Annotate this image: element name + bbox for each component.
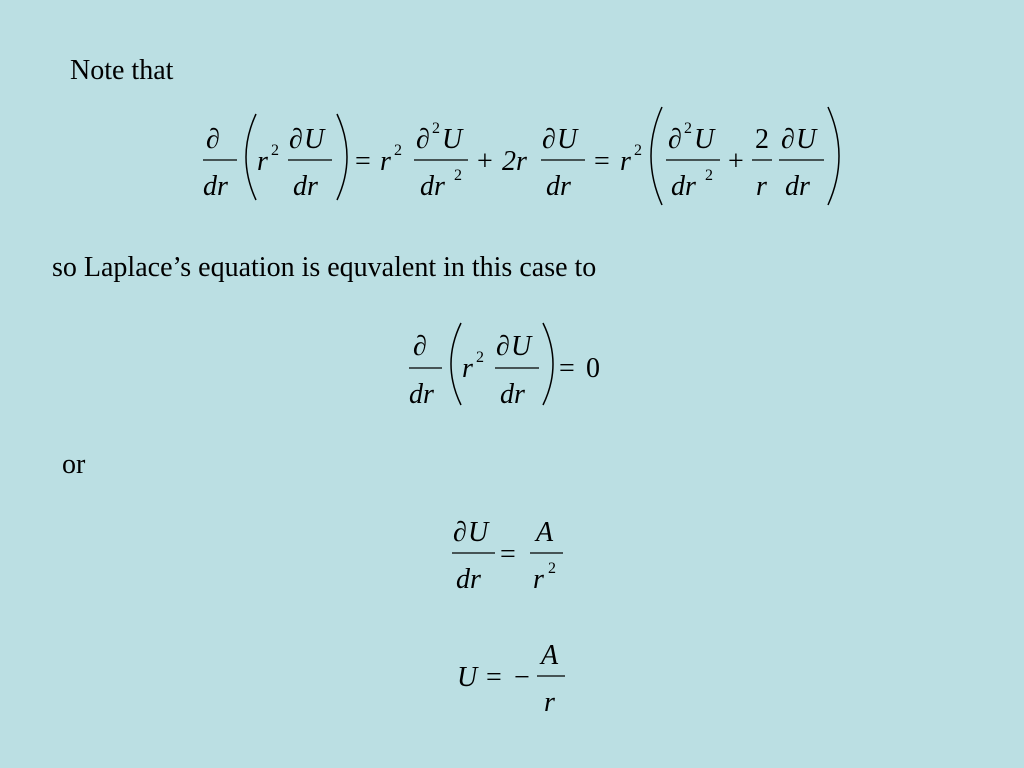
partial-symbol: ∂: [781, 124, 795, 155]
var-U: U: [796, 124, 817, 155]
laplace-equation-text: so Laplace’s equation is equvalent in this case to: [52, 252, 597, 283]
denominator-r: r: [533, 564, 544, 595]
exponent-2: 2: [394, 142, 402, 159]
equals-sign: =: [355, 146, 371, 177]
partial-symbol: ∂: [668, 124, 682, 155]
denominator-dr: dr: [785, 171, 810, 202]
equals-sign: =: [500, 539, 516, 570]
var-A: A: [541, 640, 559, 671]
partial-symbol: ∂: [413, 331, 427, 362]
partial-symbol: ∂: [496, 331, 510, 362]
var-A: A: [536, 517, 554, 548]
partial-symbol: ∂: [542, 124, 556, 155]
var-r: r: [380, 146, 391, 177]
exponent-2: 2: [684, 120, 692, 137]
exponent-2: 2: [454, 167, 462, 184]
equals-sign: =: [594, 146, 610, 177]
denominator-r: r: [756, 171, 767, 202]
partial-symbol: ∂: [206, 124, 220, 155]
var-U: U: [457, 662, 478, 693]
var-r: r: [620, 146, 631, 177]
var-U: U: [694, 124, 715, 155]
var-U: U: [468, 517, 489, 548]
denominator-dr: dr: [203, 171, 228, 202]
partial-symbol: ∂: [289, 124, 303, 155]
denominator-dr: dr: [420, 171, 445, 202]
var-r: r: [257, 146, 268, 177]
partial-symbol: ∂: [453, 517, 467, 548]
minus-sign: −: [514, 662, 530, 693]
plus-sign: +: [477, 146, 493, 177]
exponent-2: 2: [634, 142, 642, 159]
denominator-r: r: [544, 687, 555, 718]
equals-sign: =: [486, 662, 502, 693]
exponent-2: 2: [705, 167, 713, 184]
coefficient-2r: 2r: [502, 146, 527, 177]
partial-symbol: ∂: [416, 124, 430, 155]
denominator-dr: dr: [409, 379, 434, 410]
exponent-2: 2: [548, 560, 556, 577]
numerator-2: 2: [755, 124, 769, 155]
denominator-dr: dr: [293, 171, 318, 202]
zero: 0: [586, 353, 600, 384]
denominator-dr: dr: [546, 171, 571, 202]
or-text: or: [62, 449, 86, 480]
exponent-2: 2: [476, 349, 484, 366]
var-U: U: [442, 124, 463, 155]
var-r: r: [462, 353, 473, 384]
var-U: U: [304, 124, 325, 155]
var-U: U: [557, 124, 578, 155]
denominator-dr: dr: [500, 379, 525, 410]
var-U: U: [511, 331, 532, 362]
equals-sign: =: [559, 353, 575, 384]
denominator-dr: dr: [671, 171, 696, 202]
plus-sign: +: [728, 146, 744, 177]
note-that-text: Note that: [70, 55, 174, 86]
denominator-dr: dr: [456, 564, 481, 595]
exponent-2: 2: [432, 120, 440, 137]
exponent-2: 2: [271, 142, 279, 159]
